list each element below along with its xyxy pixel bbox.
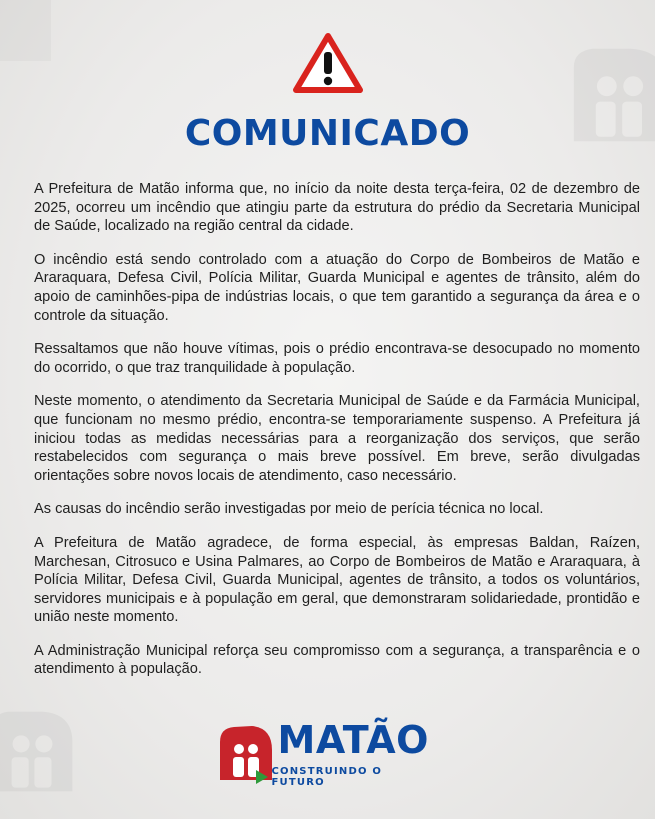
paragraph: A Prefeitura de Matão agradece, de forma especial, às empresas Baldan, Raízen, Marchesan, Citrosuco e Usina Palmares, ao Corpo de Bombeiros de Matão e Araraquara, à Polícia Militar, Defesa Civil, Guarda Municipal, agentes de trânsito, a todos os voluntários, servidores municipais e à população em geral, que demonstraram solidariedade, prontidão e união neste momento. [34, 534, 640, 626]
logo-tagline-row [256, 766, 438, 788]
paragraph: A Administração Municipal reforça seu compromisso com a segurança, a transparência e o atendimento à população. [34, 642, 640, 678]
page-title: COMUNICADO [184, 113, 471, 154]
paragraph: Neste momento, o atendimento da Secretaria Municipal de Saúde e da Farmácia Municipal, que funcionam no mesmo prédio, encontra-se temporariamente suspenso. A Prefeitura já iniciou todas as medidas necessárias para a reorganização dos serviços, que serão restabelecidos com segurança o mais breve possível. Em breve, serão divulgadas orientações sobre novos locais de atendimento, caso necessário. [34, 393, 640, 484]
paragraph: O incêndio está sendo controlado com a atuação do Corpo de Bombeiros de Matão e Araraquara, Defesa Civil, Polícia Militar, Guarda Municipal e agentes de trânsito, além do apoio de caminhões-pipa de indústrias locais, o que tem garantido a segurança da área e o controle da situação. [34, 251, 640, 324]
logo-name: MATÃO [277, 718, 429, 762]
matao-logo [218, 718, 438, 788]
logo-tagline: CONSTRUINDO O FUTURO [271, 766, 383, 788]
paragraph: A Prefeitura de Matão informa que, no início da noite desta terça-feira, 02 de dezembro de 2025, ocorreu um incêndio que atingiu parte da estrutura do prédio da Secretaria Municipal de Saúde, localizado na região central da cidade. [34, 181, 640, 235]
communique-body [34, 180, 640, 679]
warning-triangle-icon [292, 32, 364, 94]
watermark-logo-icon [0, 704, 80, 799]
paragraph: As causas do incêndio serão investigadas por meio de perícia técnica no local. [34, 501, 544, 518]
watermark-logo-icon [0, 0, 60, 70]
paragraph: Ressaltamos que não houve vítimas, pois o prédio encontrava-se desocupado no momento do ocorrido, o que traz tranquilidade à população. [34, 341, 640, 376]
play-arrow-icon [256, 770, 268, 784]
